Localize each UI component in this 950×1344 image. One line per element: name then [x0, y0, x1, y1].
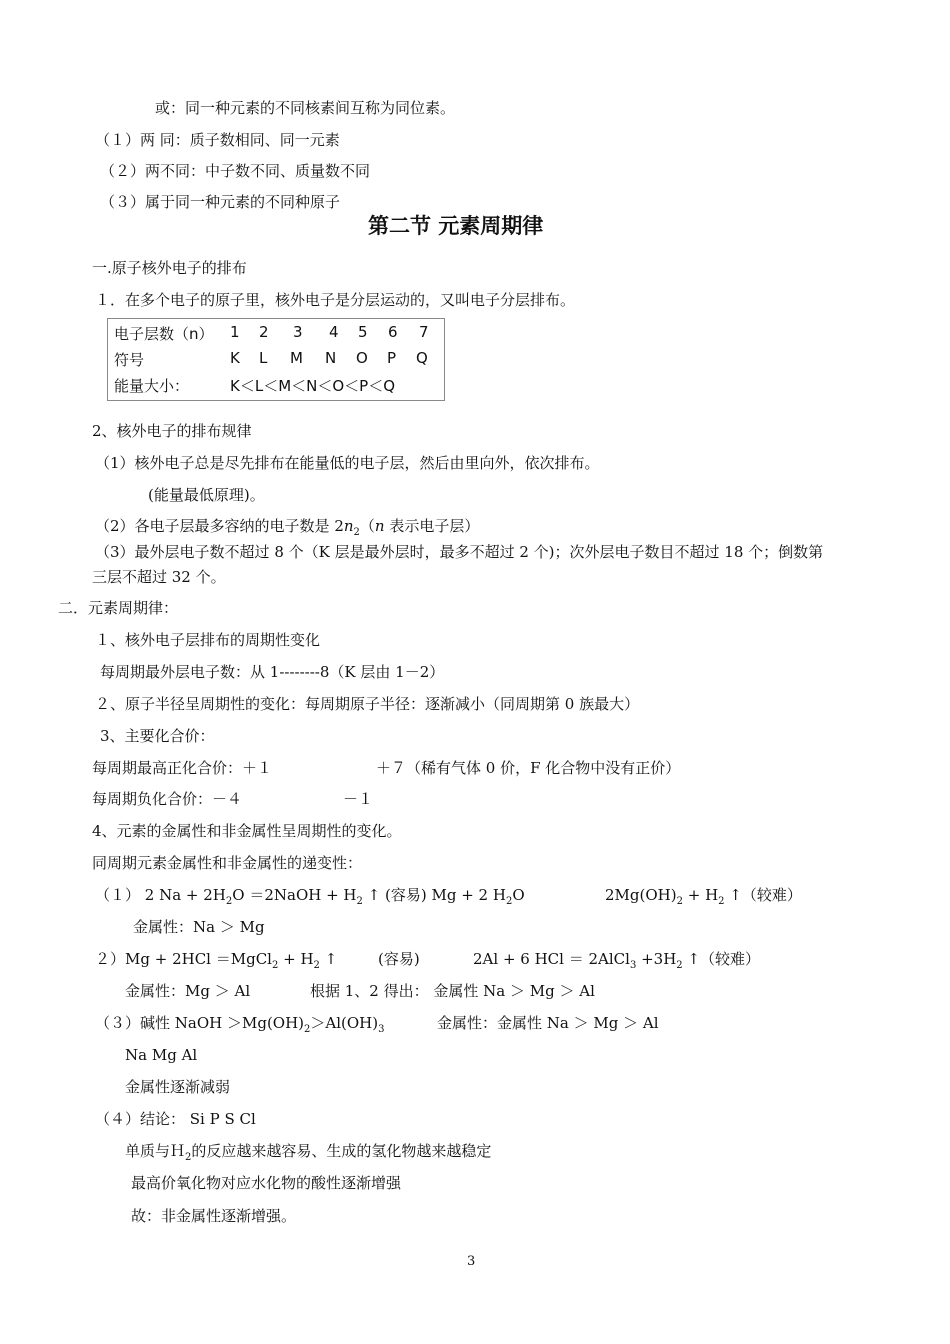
text: （: [359, 517, 375, 535]
text: ↑ (容易) Mg + 2 H: [362, 886, 506, 904]
text: （１） 2 Na + 2H: [95, 886, 226, 904]
text: O: [512, 886, 525, 904]
trend-intro: 同周期元素金属性和非金属性的递变性：: [92, 854, 363, 872]
cell: L: [259, 349, 268, 367]
text: 2: [718, 896, 725, 907]
conclusion: （４）结论： Si P S Cl: [95, 1110, 256, 1128]
text: （2）各电子层最多容纳的电子数是 2: [95, 517, 344, 535]
paragraph-1: １．在多个电子的原子里，核外电子是分层运动的，又叫电子分层排布。: [95, 291, 576, 309]
min-valence: 每周期负化合价：－４: [92, 790, 243, 808]
cell: 3: [293, 323, 303, 341]
item-4: 4、元素的金属性和非金属性呈周期性的变化。: [92, 822, 402, 840]
text: ＞Al(OH): [310, 1014, 379, 1032]
text: 2: [505, 896, 513, 907]
row-label: 能量大小：: [114, 377, 190, 395]
conclusion-2: 最高价氧化物对应水化物的酸性逐渐增强: [131, 1174, 402, 1192]
text: （３）碱性 NaOH ＞Mg(OH): [95, 1014, 305, 1032]
text: +3H: [636, 950, 677, 968]
metallicity-trend: 金属性逐渐减弱: [125, 1078, 231, 1096]
text: 单质与Ｈ: [125, 1142, 186, 1160]
cell: 4: [329, 323, 339, 341]
rule-3-cont: 三层不超过 32 个。: [92, 568, 226, 586]
min-valence-end: －１: [343, 790, 374, 808]
electron-shell-table: [107, 318, 445, 401]
subheading-rules: 2、核外电子的排布规律: [92, 422, 252, 440]
element-list: Na Mg Al: [125, 1046, 198, 1064]
cell: M: [290, 349, 303, 367]
cell: K＜L＜M＜N＜O＜P＜Q: [230, 377, 396, 395]
point-1: （１）两 同：质子数相同、同一元素: [95, 131, 340, 149]
conclusion-1: [125, 1141, 491, 1168]
cell: K: [230, 349, 240, 367]
text: 2: [304, 1024, 311, 1035]
cell: 7: [419, 323, 429, 341]
text: 3: [378, 1024, 385, 1035]
text: + H: [278, 950, 314, 968]
cell: Q: [416, 349, 428, 367]
text: 2: [676, 896, 683, 907]
item-1: １、核外电子层排布的周期性变化: [95, 631, 321, 649]
subheading-electron-arrangement: 一.原子核外电子的排布: [92, 259, 247, 277]
point-2: （２）两不同：中子数不同、质量数不同: [100, 162, 371, 180]
text: 2: [356, 896, 363, 907]
text: 2Al + 6 HCl ＝ 2AlCl: [473, 950, 630, 968]
basicity-metallicity: 金属性：金属性 Na ＞ Mg ＞ Al: [437, 1014, 659, 1032]
rule-1: （1）核外电子总是尽先排布在能量低的电子层，然后由里向外，依次排布。: [95, 454, 600, 472]
row-label: 电子层数（n）: [114, 325, 214, 343]
item-1-detail: 每周期最外层电子数：从 1--------8（K 层由 1－2）: [100, 663, 445, 681]
metallicity-2: 金属性：Mg ＞ Al: [125, 982, 251, 1000]
reaction-1: [95, 885, 525, 912]
conclusion-3: 故：非金属性逐渐增强。: [131, 1207, 297, 1225]
text: + H: [682, 886, 719, 904]
row-label: 符号: [114, 351, 145, 369]
metallicity-conclusion: 根据 1、2 得出： 金属性 Na ＞ Mg ＞ Al: [310, 982, 595, 1000]
text: 2: [271, 960, 279, 971]
text: ２）Mg + 2HCl ＝MgCl: [95, 950, 272, 968]
item-3: 3、主要化合价：: [100, 727, 215, 745]
page-number: 3: [467, 1254, 476, 1269]
reaction-2-label: (容易): [378, 950, 420, 968]
cell: 1: [230, 323, 240, 341]
reaction-1-right: [605, 885, 802, 912]
rule-3: （3）最外层电子数不超过 8 个（K 层是最外层时，最多不超过 2 个)；次外层电子数目不超过 18 个；倒数第: [95, 543, 824, 561]
isotope-definition: 或：同一种元素的不同核素间互称为同位素。: [155, 99, 456, 117]
metallicity-1: 金属性：Na ＞ Mg: [133, 918, 265, 936]
cell: 2: [259, 323, 269, 341]
reaction-2-right: [473, 949, 760, 976]
section-heading: 第二节 元素周期律: [368, 214, 544, 238]
text: n: [343, 517, 354, 535]
text: 2: [225, 896, 233, 907]
reaction-2: [95, 949, 337, 976]
rule-2: [95, 516, 479, 543]
text: 2: [676, 960, 683, 971]
cell: O: [356, 349, 368, 367]
text: ↑（较难）: [682, 950, 760, 968]
text: 3: [629, 960, 637, 971]
cell: 6: [388, 323, 398, 341]
text: ↑（较难）: [724, 886, 802, 904]
subheading-periodic-law: 二．元素周期律：: [58, 599, 179, 617]
point-3: （３）属于同一种元素的不同种原子: [100, 193, 341, 211]
text: O ＝2NaOH + H: [232, 886, 357, 904]
max-valence: 每周期最高正化合价：＋１: [92, 759, 273, 777]
max-valence-end: ＋７（稀有气体 0 价，F 化合物中没有正价）: [376, 759, 681, 777]
basicity: [95, 1013, 385, 1040]
cell: 5: [358, 323, 368, 341]
text: 2: [185, 1152, 192, 1163]
cell: P: [387, 349, 397, 367]
text: 2: [353, 527, 360, 538]
text: 2Mg(OH): [605, 886, 677, 904]
rule-1-note: (能量最低原理)。: [148, 486, 265, 504]
text: ↑: [319, 950, 338, 968]
item-2: ２、原子半径呈周期性的变化：每周期原子半径：逐渐减小（同周期第 0 族最大）: [95, 695, 640, 713]
text: 表示电子层）: [384, 517, 480, 535]
cell: N: [325, 349, 337, 367]
text: 的反应越来越容易、生成的氢化物越来越稳定: [191, 1142, 492, 1160]
text: n: [374, 517, 385, 535]
text: 2: [313, 960, 320, 971]
